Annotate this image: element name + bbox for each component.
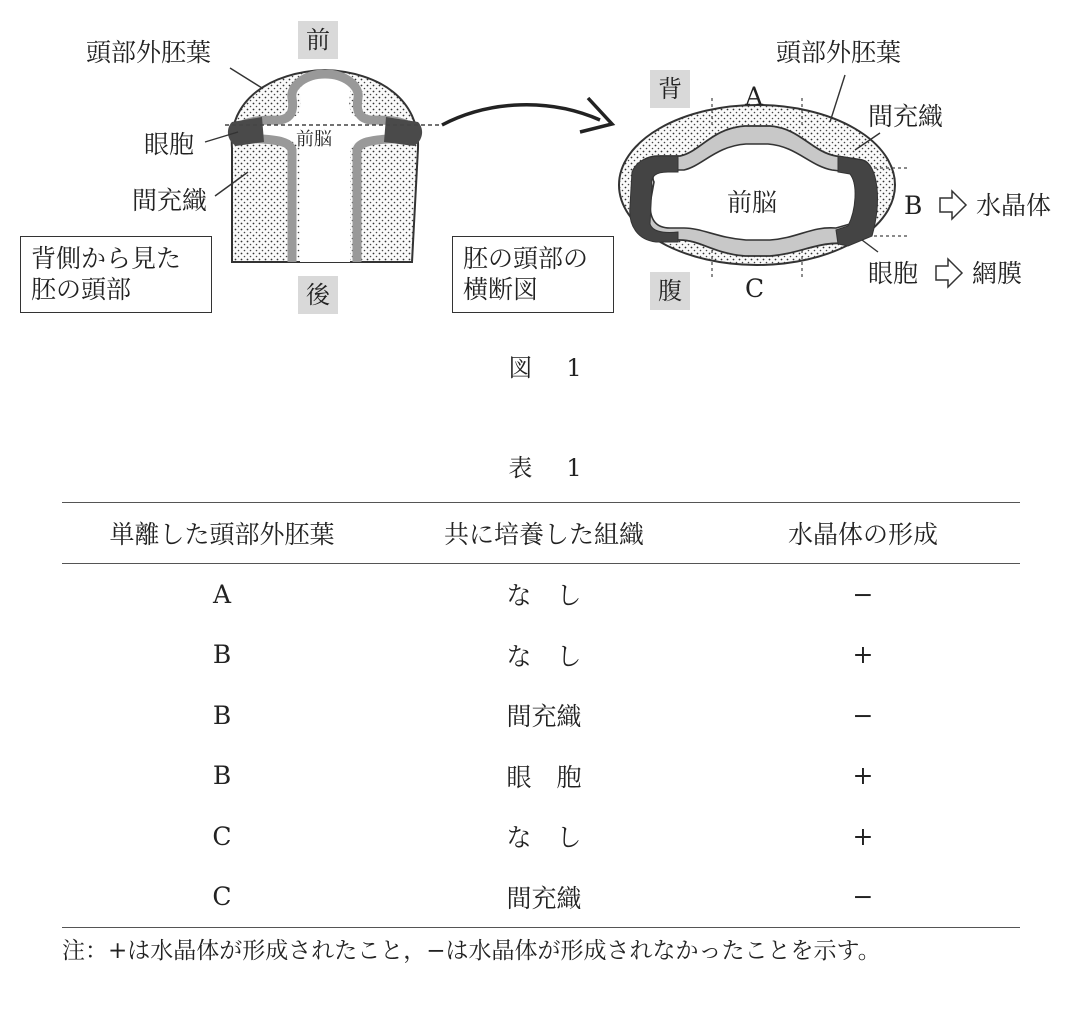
label-retina: 網膜: [972, 259, 1023, 288]
figure-caption: 図 1: [508, 354, 582, 382]
cell-ectoderm: B: [212, 761, 232, 791]
leader-head-ectoderm-left: [230, 68, 262, 88]
dorsal-view-embryo: [205, 68, 440, 262]
cell-lens: −: [706, 867, 1020, 928]
label-optic-vesicle-left: 眼胞: [144, 130, 195, 159]
cell-ectoderm: A: [212, 579, 232, 609]
table-row: [62, 625, 1020, 686]
label-forebrain-right: 前脳: [727, 188, 778, 217]
label-back: 後: [298, 276, 338, 314]
label-mesenchyme-left: 間充織: [132, 186, 208, 215]
dorsal-optic-vesicle-right: [384, 117, 422, 146]
table-note: 注：+は水晶体が形成されたこと，−は水晶体が形成されなかったことを示す。: [62, 938, 881, 964]
table-1: [62, 502, 1020, 928]
cell-lens: +: [852, 821, 874, 851]
dorsal-optic-vesicle-left: [228, 117, 264, 146]
label-ventral: 腹: [650, 272, 690, 310]
table-row: [62, 564, 1020, 625]
label-mesenchyme-right: 間充織: [868, 102, 944, 131]
table-row: [62, 806, 1020, 867]
cell-lens: +: [852, 640, 874, 670]
cell-lens: −: [852, 579, 874, 609]
hollow-arrow-retina: [936, 259, 962, 287]
cell-tissue: な し: [506, 641, 582, 671]
label-head-ectoderm-left: 頭部外胚葉: [86, 38, 212, 67]
cell-ectoderm: C: [212, 821, 232, 851]
header-isolated-ectoderm: 単離した頭部外胚葉: [62, 503, 382, 564]
label-head-ectoderm-right: 頭部外胚葉: [776, 38, 902, 67]
cell-tissue: 間充織: [382, 867, 706, 928]
cell-tissue: 眼 胞: [506, 762, 582, 792]
cell-ectoderm: C: [62, 867, 382, 928]
label-optic-vesicle-right: 眼胞: [868, 259, 919, 288]
hollow-arrow-lens: [940, 191, 966, 219]
cell-ectoderm: B: [212, 700, 232, 730]
cell-ectoderm: B: [212, 640, 232, 670]
label-lens: 水晶体: [976, 191, 1052, 220]
label-front: 前: [298, 21, 338, 59]
transition-arrow: [442, 98, 612, 132]
table-header-row: [62, 503, 1020, 564]
label-forebrain-left: 前脳: [296, 129, 332, 150]
cell-tissue: 間充織: [506, 702, 582, 732]
figure-1: [0, 0, 1090, 330]
header-cocultured-tissue: 共に培養した組織: [382, 503, 706, 564]
table-caption: 表 1: [508, 454, 582, 482]
table-row: [62, 867, 1020, 928]
label-region-b: B: [904, 191, 923, 220]
label-dorsal: 背: [650, 70, 690, 108]
table-row: [62, 685, 1020, 746]
box-dorsal-view: 背側から見た 胚の頭部: [20, 236, 212, 313]
cell-lens: +: [852, 761, 874, 791]
cell-lens: −: [852, 700, 874, 730]
box-cross-section: 胚の頭部の 横断図: [452, 236, 614, 313]
label-region-a: A: [745, 82, 764, 111]
cell-tissue: な し: [506, 823, 582, 853]
table-row: [62, 746, 1020, 807]
header-lens-formation: 水晶体の形成: [706, 503, 1020, 564]
label-region-c: C: [745, 274, 765, 303]
cell-tissue: な し: [506, 581, 582, 611]
